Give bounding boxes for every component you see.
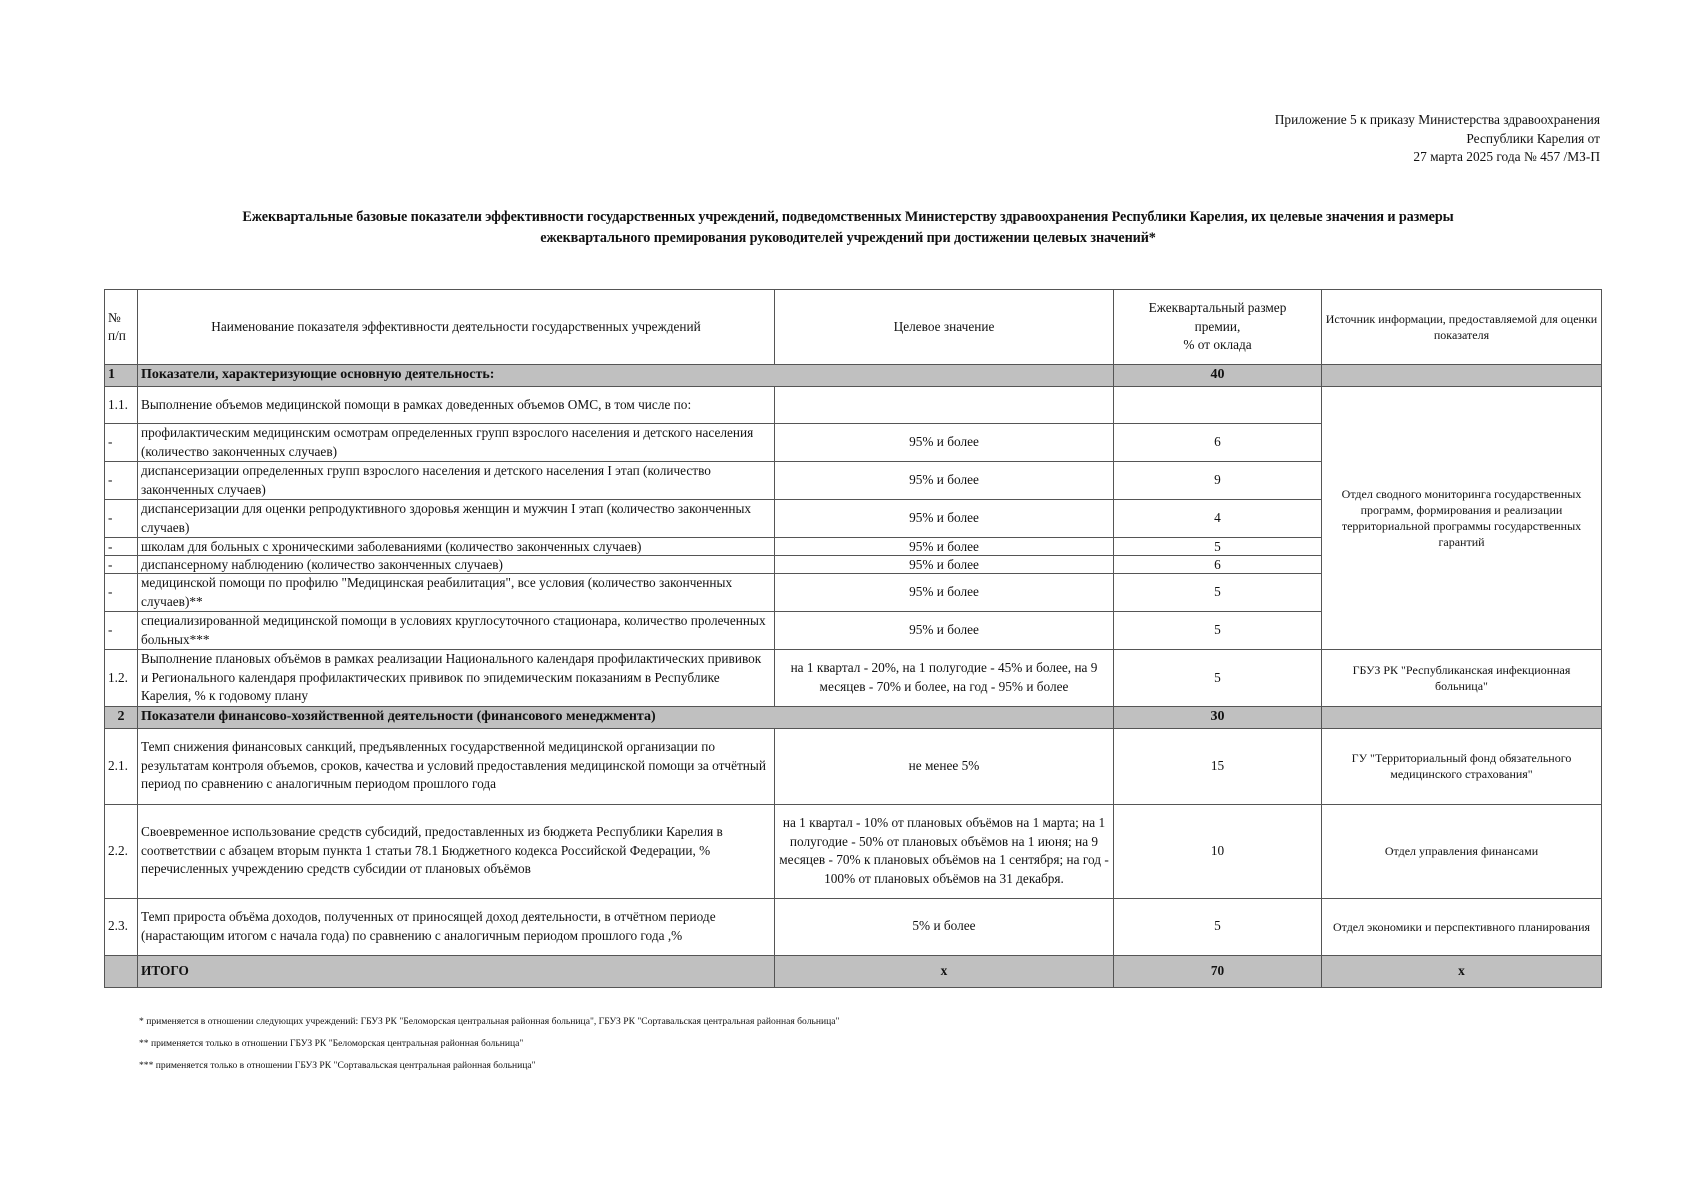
row-num: 2.2. [105, 804, 138, 898]
header-premium-line-2: премии, [1194, 318, 1241, 334]
appendix-line-1: Приложение 5 к приказу Министерства здравоохранения [1274, 112, 1600, 127]
row-premium: 10 [1114, 804, 1322, 898]
appendix-line-3: 27 марта 2025 года № 457 /МЗ-П [1413, 149, 1600, 164]
row-num: - [105, 574, 138, 612]
row-name: Выполнение плановых объёмов в рамках реализации Национального календаря профилактических прививок и Регионального календаря профилактических прививок по эпидемическим показаниям в Республике Карелия, % к годовому плану [138, 650, 775, 707]
row-name: Своевременное использование средств субсидий, предоставленных из бюджета Республики Карелия в соответствии с абзацем вторым пункта 1 статьи 78.1 Бюджетного кодекса Российской Федерации, % перечисленных учреждению средств субсидии от плановых объёмов [138, 804, 775, 898]
section-row-2 [105, 706, 1602, 728]
section-source [1322, 706, 1602, 728]
row-num: - [105, 556, 138, 574]
header-source: Источник информации, предоставляемой для оценки показателя [1322, 290, 1602, 365]
row-premium: 15 [1114, 728, 1322, 804]
section-num: 2 [105, 706, 138, 728]
table-row [105, 387, 1602, 424]
row-target: не менее 5% [775, 728, 1114, 804]
header-premium-line-1: Ежеквартальный размер [1148, 300, 1287, 316]
header-premium [1114, 290, 1322, 365]
row-name: диспансеризации для оценки репродуктивного здоровья женщин и мужчин I этап (количество законченных случаев) [138, 500, 775, 538]
row-source: Отдел сводного мониторинга государственных программ, формирования и реализации территориальной программы государственных гарантий [1322, 387, 1602, 650]
row-name: Темп прироста объёма доходов, полученных от приносящей доход деятельности, в отчётном периоде (нарастающим итогом с начала года) по сравнению с аналогичным периодом прошлого года ,% [138, 898, 775, 955]
header-name: Наименование показателя эффективности деятельности государственных учреждений [138, 290, 775, 365]
row-num: - [105, 424, 138, 462]
row-premium: 5 [1114, 574, 1322, 612]
row-num: 1.1. [105, 387, 138, 424]
total-target: х [775, 955, 1114, 987]
row-name: Темп снижения финансовых санкций, предъявленных государственной медицинской организации по результатам контроля объемов, сроков, качества и условий предоставления медицинской помощи за отчётный период по сравнению с аналогичным периодом прошлого года [138, 728, 775, 804]
row-target: 5% и более [775, 898, 1114, 955]
row-num: - [105, 462, 138, 500]
row-num: - [105, 612, 138, 650]
row-target: 95% и более [775, 424, 1114, 462]
title-line-2: ежеквартального премирования руководителей учреждений при достижении целевых значений* [540, 230, 1156, 246]
row-name: профилактическим медицинским осмотрам определенных групп взрослого населения и детского населения (количество законченных случаев) [138, 424, 775, 462]
row-target: на 1 квартал - 10% от плановых объёмов на 1 марта; на 1 полугодие - 50% от плановых объёмов на 1 июня; на 9 месяцев - 70% к плановых объёмов на 1 сентября; на год - 100% от плановых объёмов на 31 декабря. [775, 804, 1114, 898]
row-target: 95% и более [775, 574, 1114, 612]
table-row [105, 650, 1602, 707]
section-source [1322, 365, 1602, 387]
section-premium: 40 [1114, 365, 1322, 387]
footnote-2: ** применяется только в отношении ГБУЗ РК "Беломорская центральная районная больница" [139, 1038, 524, 1049]
row-name: диспансерному наблюдению (количество законченных случаев) [138, 556, 775, 574]
row-premium: 5 [1114, 650, 1322, 707]
section-name: Показатели финансово-хозяйственной деятельности (финансового менеджмента) [138, 706, 1114, 728]
title-line-1: Ежеквартальные базовые показатели эффективности государственных учреждений, подведомственных Министерству здравоохранения Республики Карелия, их целевые значения и размеры [242, 209, 1454, 225]
appendix-line-2: Республики Карелия от [1466, 130, 1600, 146]
row-num: 2.1. [105, 728, 138, 804]
section-name: Показатели, характеризующие основную деятельность: [138, 365, 1114, 387]
row-premium: 6 [1114, 556, 1322, 574]
total-label: ИТОГО [138, 955, 775, 987]
row-num: 2.3. [105, 898, 138, 955]
row-num: - [105, 538, 138, 556]
row-premium: 5 [1114, 538, 1322, 556]
footnotes [139, 1016, 839, 1082]
header-premium-line-3: % от оклада [1183, 337, 1252, 353]
row-num: 1.2. [105, 650, 138, 707]
document-title [150, 207, 1546, 249]
row-source: Отдел экономики и перспективного планирования [1322, 898, 1602, 955]
appendix-reference [1275, 111, 1600, 167]
table-row [105, 804, 1602, 898]
row-target: 95% и более [775, 462, 1114, 500]
footnote-3: *** применяется только в отношении ГБУЗ РК "Сортавальская центральная районная больница" [139, 1060, 536, 1071]
footnote-1: * применяется в отношении следующих учреждений: ГБУЗ РК "Беломорская центральная районная больница", ГБУЗ РК "Сортавальская центральная районная больница" [139, 1016, 840, 1027]
row-premium [1114, 387, 1322, 424]
row-name: медицинской помощи по профилю "Медицинская реабилитация", все условия (количество законченных случаев)** [138, 574, 775, 612]
row-name: Выполнение объемов медицинской помощи в рамках доведенных объемов ОМС, в том числе по: [138, 387, 775, 424]
row-target: 95% и более [775, 538, 1114, 556]
section-num: 1 [105, 365, 138, 387]
row-premium: 6 [1114, 424, 1322, 462]
row-target: 95% и более [775, 556, 1114, 574]
row-premium: 9 [1114, 462, 1322, 500]
indicators-table [104, 289, 1602, 988]
total-row [105, 955, 1602, 987]
row-target [775, 387, 1114, 424]
row-name: специализированной медицинской помощи в условиях круглосуточного стационара, количество пролеченных больных*** [138, 612, 775, 650]
row-premium: 4 [1114, 500, 1322, 538]
row-name: диспансеризации определенных групп взрослого населения и детского населения I этап (количество законченных случаев) [138, 462, 775, 500]
header-target: Целевое значение [775, 290, 1114, 365]
row-target: на 1 квартал - 20%, на 1 полугодие - 45% и более, на 9 месяцев - 70% и более, на год - 95% и более [775, 650, 1114, 707]
total-source: х [1322, 955, 1602, 987]
row-num: - [105, 500, 138, 538]
row-premium: 5 [1114, 612, 1322, 650]
total-num [105, 955, 138, 987]
header-num: № п/п [105, 290, 138, 365]
table-header-row [105, 290, 1602, 365]
total-premium: 70 [1114, 955, 1322, 987]
row-name: школам для больных с хроническими заболеваниями (количество законченных случаев) [138, 538, 775, 556]
row-target: 95% и более [775, 612, 1114, 650]
row-premium: 5 [1114, 898, 1322, 955]
section-row-1 [105, 365, 1602, 387]
section-premium: 30 [1114, 706, 1322, 728]
table-row [105, 728, 1602, 804]
row-source: Отдел управления финансами [1322, 804, 1602, 898]
table-row [105, 898, 1602, 955]
row-target: 95% и более [775, 500, 1114, 538]
row-source: ГУ "Территориальный фонд обязательного медицинского страхования" [1322, 728, 1602, 804]
row-source: ГБУЗ РК "Республиканская инфекционная больница" [1322, 650, 1602, 707]
